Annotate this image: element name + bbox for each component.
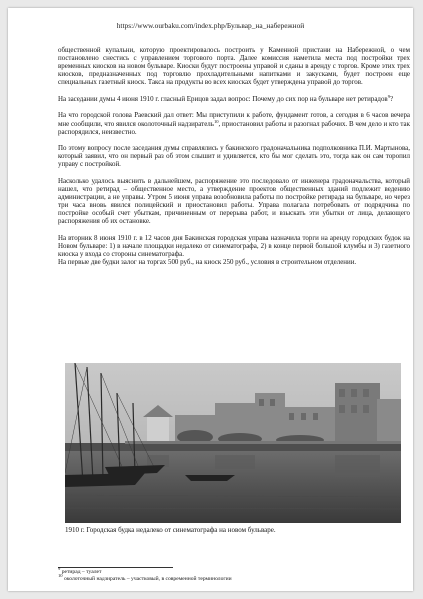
footnotes: [58, 566, 410, 583]
footnote-ref-9[interactable]: 9: [387, 93, 391, 99]
document-page: [8, 8, 413, 591]
paragraph-3: На что городской голова Раевский дал ответ: Мы приступили к работе, фундамент готов, а сегодня в 6 часов вечера мне сообщили, что явился околоточный надзиратель$^{10}$, приостановил работы и разогнал рабочих. В чем дело и кто так распорядился, неизвестно.: [58, 111, 410, 136]
page-url-header: https://www.ourbaku.com/index.php/Бульвар_на_набережной: [116, 21, 305, 30]
article-body: [58, 46, 410, 275]
paragraph-7: На первые две будки залог на торгах 500 руб., на киоск 250 руб., условия в строительном отделении.: [58, 257, 357, 266]
footnote-divider: [58, 567, 173, 568]
paragraph-4: По этому вопросу после заседания думы справлялись у бакинского градоначальника подполковника П.И. Мартынова, который заявил, что он первый раз об этом слышит и удивляется, кто бы мог сделать это, тогда как он сам торопил управу с постройкой.: [58, 144, 410, 169]
footnote-10: $^{10}$ околоточный надзиратель – участковый, в современной терминологии: [58, 572, 232, 582]
footnote-ref-10[interactable]: 10: [213, 118, 219, 124]
historical-photo: [65, 363, 401, 523]
harbor-photo-illustration: [65, 363, 401, 523]
paragraph-6: На вторник 8 июня 1910 г. в 12 часов дня Бакинская городская управа назначила торги на аренду городских будок на Новом бульваре: 1) в начале площадки недалеко от синематографа, 2) в конце первой большой клумбы и 3) газетного киоска у входа со стороны синематографа.: [58, 233, 410, 258]
footnote-9: $^9$ ретирад – туалет: [58, 566, 102, 575]
paragraph-5: Насколько удалось выяснить в дальнейшем, распоряжение это последовало от инженера градоначальства, который нашел, что ретирад – общественное место, а утверждение проектов общественных зданий подлежит ведению администрации, а не управы. Утром 5 июня управа возобновила работы по постройке ретирада на бульваре, но через три часа вновь явился полицейский и приостановил работы. Управа полагала потребовать от подрядчика по постройке особый счет убыткам, причиненным от перерыва работ, и взыскать эти убытки от лица, делающего распоряжения об их остановке.: [58, 176, 410, 226]
photo-caption: 1910 г. Городская будка недалеко от синематографа на новом бульваре.: [65, 526, 276, 534]
paragraph-1: общественной купальни, которую проектировалось построить у Каменной пристани на Набережной, о чем постановлено снестись с управлением торгового порта. Далее комиссия наметила места под постройки трех временных киосков на новом бульваре. Киоски будут построены управой и сданы в аренду с торгов. Кроме этих трех киосков, предназначенных под торговлю прохладительными напитками и закусками, будет построен еще специальных газетный киоск. Такса на продукты во всех киосках будет утверждена управой до торгов.: [58, 46, 410, 87]
paragraph-2: На заседании думы 4 июня 1910 г. гласный Ерицов задал вопрос: Почему до сих пор на бульваре нет ретирадов$^9$?: [58, 93, 394, 103]
